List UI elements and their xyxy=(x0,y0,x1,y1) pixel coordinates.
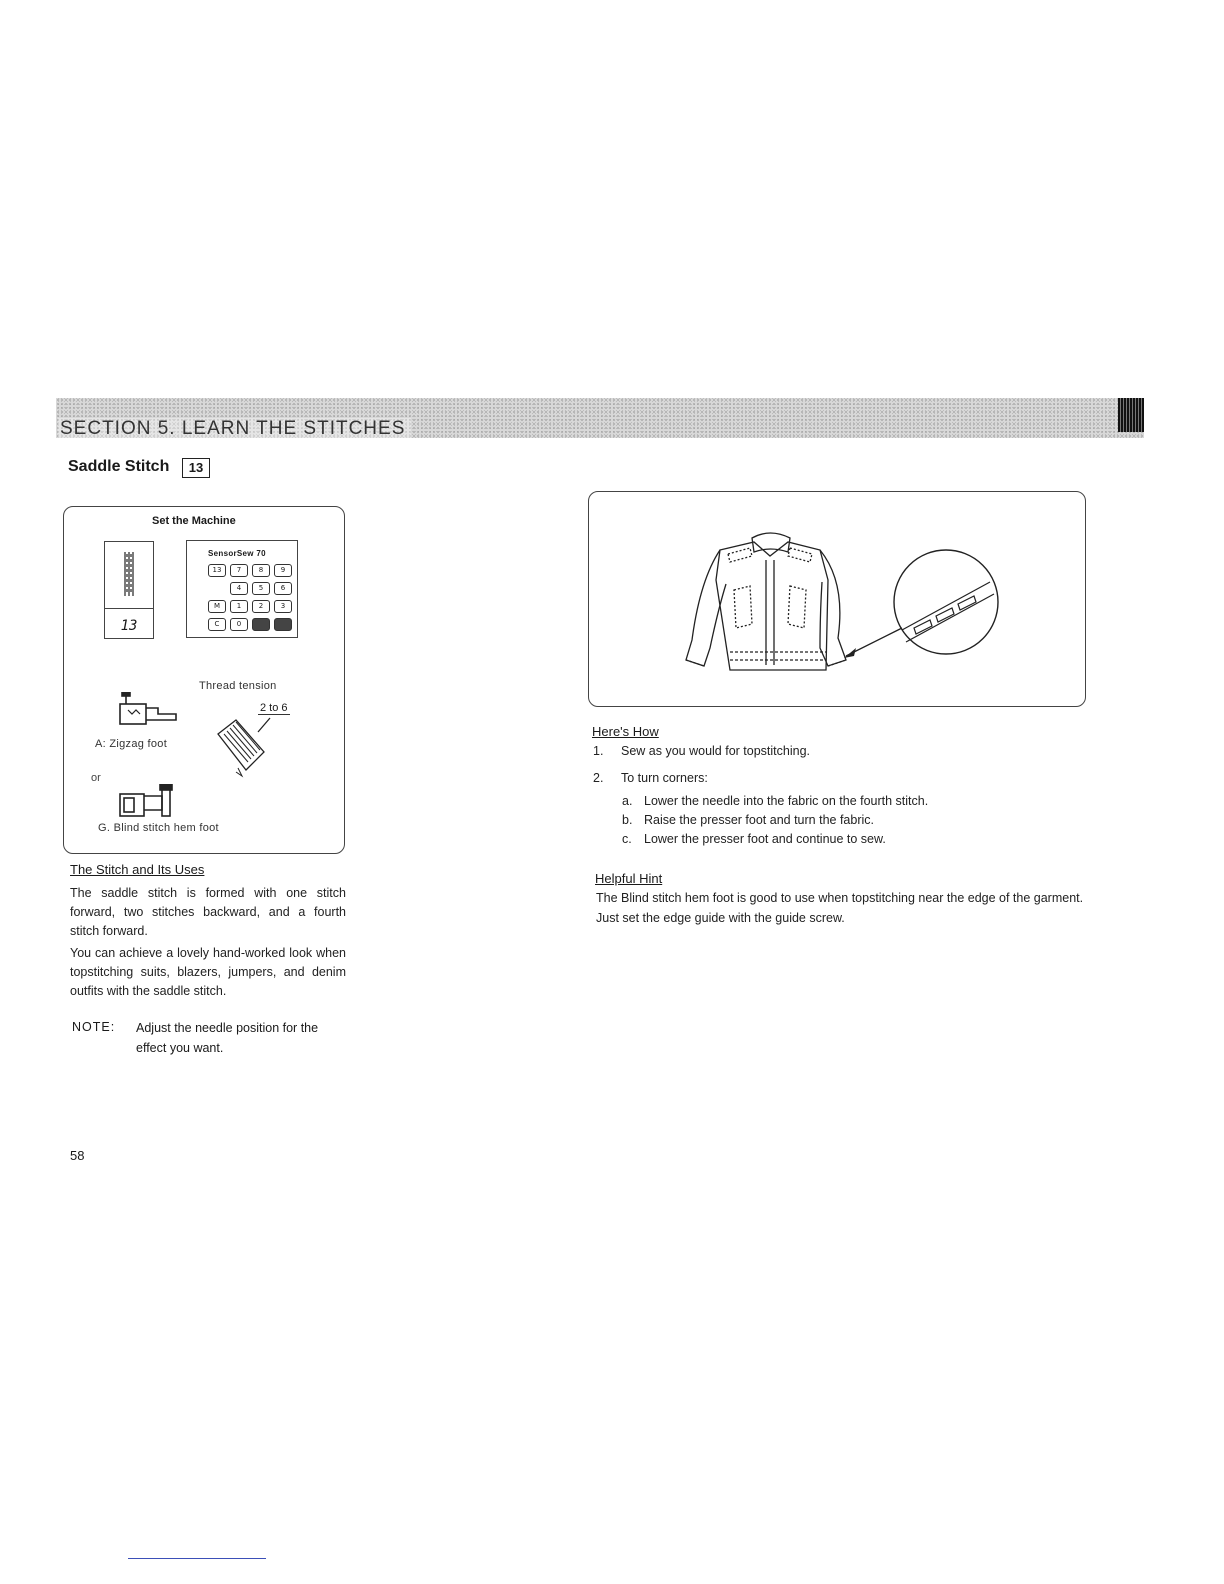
step-text: Sew as you would for topstitching. xyxy=(621,744,810,758)
section-tab-marker xyxy=(1118,398,1144,432)
stitch-pattern-display xyxy=(105,542,153,609)
keypad-key: 5 xyxy=(252,582,270,595)
section-title: SECTION 5. LEARN THE STITCHES xyxy=(58,418,411,440)
keypad-key: 7 xyxy=(230,564,248,577)
keypad-key: 2 xyxy=(252,600,270,613)
blind-stitch-foot-label: G. Blind stitch hem foot xyxy=(98,822,219,834)
substep-text: Raise the presser foot and turn the fabric. xyxy=(644,813,874,827)
zigzag-foot-label: A: Zigzag foot xyxy=(95,738,168,750)
or-label: or xyxy=(91,772,101,784)
sensor-brand-label: SensorSew 70 xyxy=(208,549,266,558)
substep-letter: a. xyxy=(622,794,633,808)
substep-b xyxy=(622,813,874,827)
stitch-display-window xyxy=(104,541,154,639)
stitch-uses-paragraph-1: The saddle stitch is formed with one stitch forward, two stitches backward, and a fourth stitch forward. xyxy=(70,886,346,938)
keypad-grid xyxy=(200,564,292,636)
keypad-key: C xyxy=(208,618,226,631)
keypad-key: 1 xyxy=(230,600,248,613)
substep-a xyxy=(622,794,928,808)
keypad-key: 8 xyxy=(252,564,270,577)
thread-tension-value: 2 to 6 xyxy=(260,702,288,714)
substep-text: Lower the presser foot and continue to sew. xyxy=(644,832,886,846)
substep-text: Lower the needle into the fabric on the fourth stitch. xyxy=(644,794,929,808)
jacket-topstitch-illustration xyxy=(670,520,1010,690)
blind-stitch-foot-icon xyxy=(118,784,182,820)
step-number: 1. xyxy=(593,744,604,758)
keypad-key-blank xyxy=(210,582,226,593)
stitch-window-number: 13 xyxy=(120,618,138,634)
substep-letter: c. xyxy=(622,832,632,846)
keypad-key-selected xyxy=(252,618,270,631)
note-label: NOTE: xyxy=(72,1020,116,1034)
keypad-key: 0 xyxy=(230,618,248,631)
note-text: Adjust the needle position for the effect you want. xyxy=(136,1021,319,1055)
heres-how-heading: Here's How xyxy=(592,724,659,739)
zigzag-foot-icon xyxy=(118,692,180,732)
page-number: 58 xyxy=(70,1148,85,1163)
stitch-uses-paragraph-2: You can achieve a lovely hand-worked look when topstitching suits, blazers, jumpers, and denim outfits with the saddle stitch. xyxy=(70,946,346,998)
step-1 xyxy=(593,744,810,758)
tension-dial-icon xyxy=(212,712,282,778)
page-title: Saddle Stitch xyxy=(68,458,170,475)
thread-tension-label: Thread tension xyxy=(199,680,277,692)
keypad-key: 6 xyxy=(274,582,292,595)
set-machine-title: Set the Machine xyxy=(152,515,236,527)
substep-letter: b. xyxy=(622,813,633,827)
stitch-number-badge: 13 xyxy=(182,458,210,478)
helpful-hint-heading: Helpful Hint xyxy=(595,871,663,886)
step-text: To turn corners: xyxy=(621,771,708,785)
keypad-key: 4 xyxy=(230,582,248,595)
stitch-uses-heading: The Stitch and Its Uses xyxy=(70,862,205,877)
keypad-key: M xyxy=(208,600,226,613)
keypad-key: 3 xyxy=(274,600,292,613)
step-number: 2. xyxy=(593,771,604,785)
footer-rule xyxy=(128,1558,266,1559)
keypad-key: 13 xyxy=(208,564,226,577)
saddle-stitch-pattern-icon xyxy=(105,542,153,608)
step-2 xyxy=(593,771,708,785)
keypad-key-selected xyxy=(274,618,292,631)
keypad-key: 9 xyxy=(274,564,292,577)
substep-c xyxy=(622,832,886,846)
helpful-hint-text: The Blind stitch hem foot is good to use when topstitching near the edge of the garment. Just set the edge guide with the guide screw. xyxy=(596,891,1084,925)
